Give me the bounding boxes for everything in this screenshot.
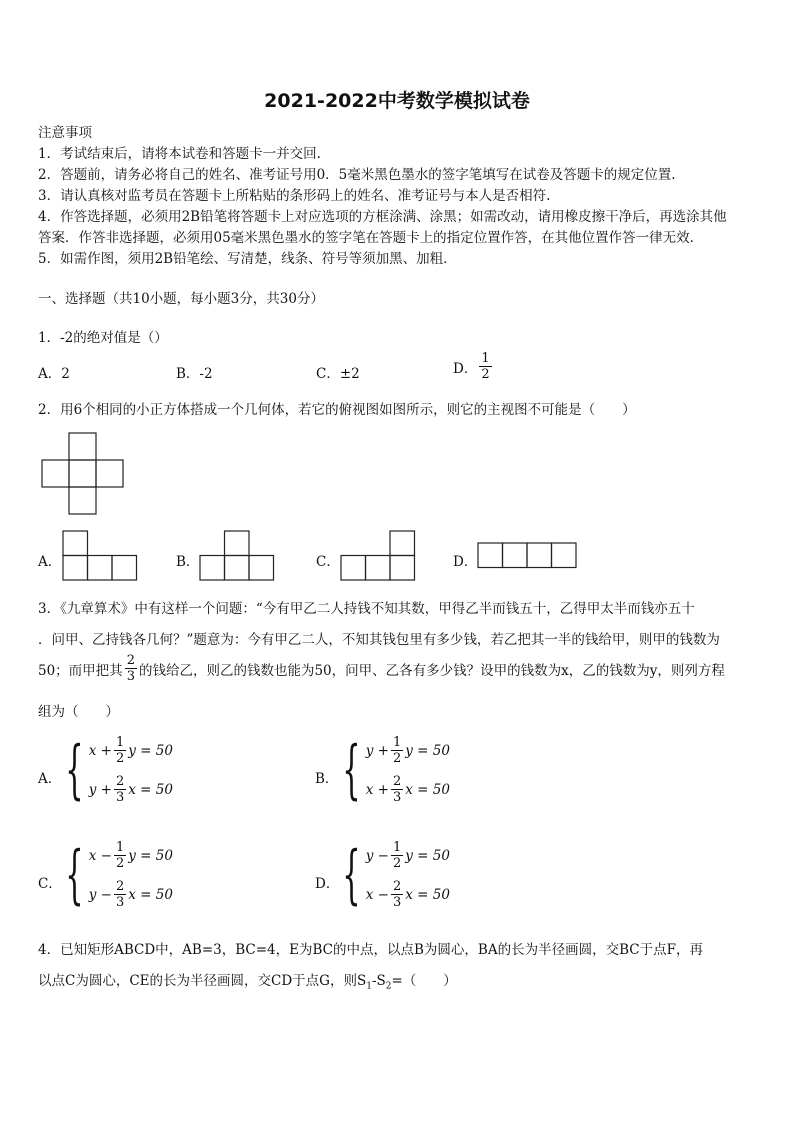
q2-option-b-figure[interactable] xyxy=(200,531,274,581)
notice-item: 4．作答选择题，必须用2B铅笔将答题卡上对应选项的方框涂满、涂黑；如需改动，请用橡皮擦干净后，再选涂其他 xyxy=(38,209,727,225)
q2-option-c-figure[interactable] xyxy=(341,531,415,581)
q2-option-b-label[interactable]: B． xyxy=(176,554,200,570)
q1-option-b[interactable]: B．-2 xyxy=(176,366,213,382)
q3-line: 50；而甲把其 $\frac{2}{3}$ 的钱给乙，则乙的钱数也能为50，问甲、乙各有多少钱？设甲的钱数为x，乙的钱数为y，则列方程 xyxy=(38,653,725,684)
q3-option-d-label[interactable]: D． xyxy=(315,876,340,892)
q1-fraction: $\frac{1}{2}$ xyxy=(481,351,490,382)
q4-line: 以点C为圆心，CE的长为半径画圆，交CD于点G，则$S_1-S_2=$（ ） xyxy=(38,973,457,992)
q3-option-d-system[interactable]: { y − $\frac{1}{2}$ y = 50 x − $\frac{2}{3}$ x = 50 xyxy=(342,838,450,912)
q1-option-d-label: D． xyxy=(453,360,478,377)
notice-heading: 注意事项 xyxy=(38,125,92,141)
q2-option-a-figure[interactable] xyxy=(63,531,137,581)
q1-option-d[interactable] xyxy=(453,351,494,382)
q2-option-a-label[interactable]: A． xyxy=(38,554,62,570)
q3-line: ．问甲、乙持钱各几何？”题意为：今有甲乙二人，不知其钱包里有多少钱，若乙把其一半的钱给甲，则甲的钱数为 xyxy=(38,632,720,648)
q3-option-b-label[interactable]: B． xyxy=(315,771,339,787)
q1-stem: 1．-2的绝对值是（） xyxy=(38,330,168,346)
notice-item: 3．请认真核对监考员在答题卡上所粘贴的条形码上的姓名、准考证号与本人是否相符. xyxy=(38,188,551,204)
q2-option-c-label[interactable]: C． xyxy=(316,554,340,570)
notice-item: 答案．作答非选择题，必须用05毫米黑色墨水的签字笔在答题卡上的指定位置作答，在其他位置作答一律无效． xyxy=(38,230,704,246)
notice-item: 1．考试结束后，请将本试卷和答题卡一并交回. xyxy=(38,146,321,162)
notice-item: 5．如需作图，须用2B铅笔绘、写清楚，线条、符号等须加黑、加粗． xyxy=(38,251,457,267)
notice-item: 2．答题前，请务必将自己的姓名、准考证号用0．5毫米黑色墨水的签字笔填写在试卷及答题卡的规定位置. xyxy=(38,167,676,183)
top-view-figure xyxy=(42,433,124,515)
q3-option-a-system[interactable]: { x + $\frac{1}{2}$ y = 50 y + $\frac{2}{3}$ x = 50 xyxy=(65,733,173,807)
q3-option-c-label[interactable]: C． xyxy=(38,876,62,892)
q1-option-c[interactable]: C．±2 xyxy=(316,366,360,382)
q3-line: 3．《九章算术》中有这样一个问题：“今有甲乙二人持钱不知其数，甲得乙半而钱五十，乙得甲太半而钱亦五十 xyxy=(38,601,695,617)
q3-option-b-system[interactable]: { y + $\frac{1}{2}$ y = 50 x + $\frac{2}{3}$ x = 50 xyxy=(342,733,450,807)
q3-option-a-label[interactable]: A． xyxy=(38,771,62,787)
q2-stem: 2．用6个相同的小正方体搭成一个几何体，若它的俯视图如图所示，则它的主视图不可能是（ ） xyxy=(38,402,636,418)
q2-option-d-figure[interactable] xyxy=(478,543,577,568)
q1-option-a[interactable]: A．2 xyxy=(38,366,70,382)
q3-line: 组为（ ） xyxy=(38,704,119,720)
q4-line: 4．已知矩形ABCD中，AB=3，BC=4，E为BC的中点，以点B为圆心，BA的长为半径画圆，交BC于点F，再 xyxy=(38,942,703,958)
q2-option-d-label[interactable]: D． xyxy=(453,554,478,570)
page-title: 2021-2022中考数学模拟试卷 xyxy=(264,90,530,112)
q3-option-c-system[interactable]: { x − $\frac{1}{2}$ y = 50 y − $\frac{2}{3}$ x = 50 xyxy=(65,838,173,912)
section-heading: 一、选择题（共10小题，每小题3分，共30分） xyxy=(38,291,324,307)
q3-fraction: $\frac{2}{3}$ xyxy=(126,653,135,684)
